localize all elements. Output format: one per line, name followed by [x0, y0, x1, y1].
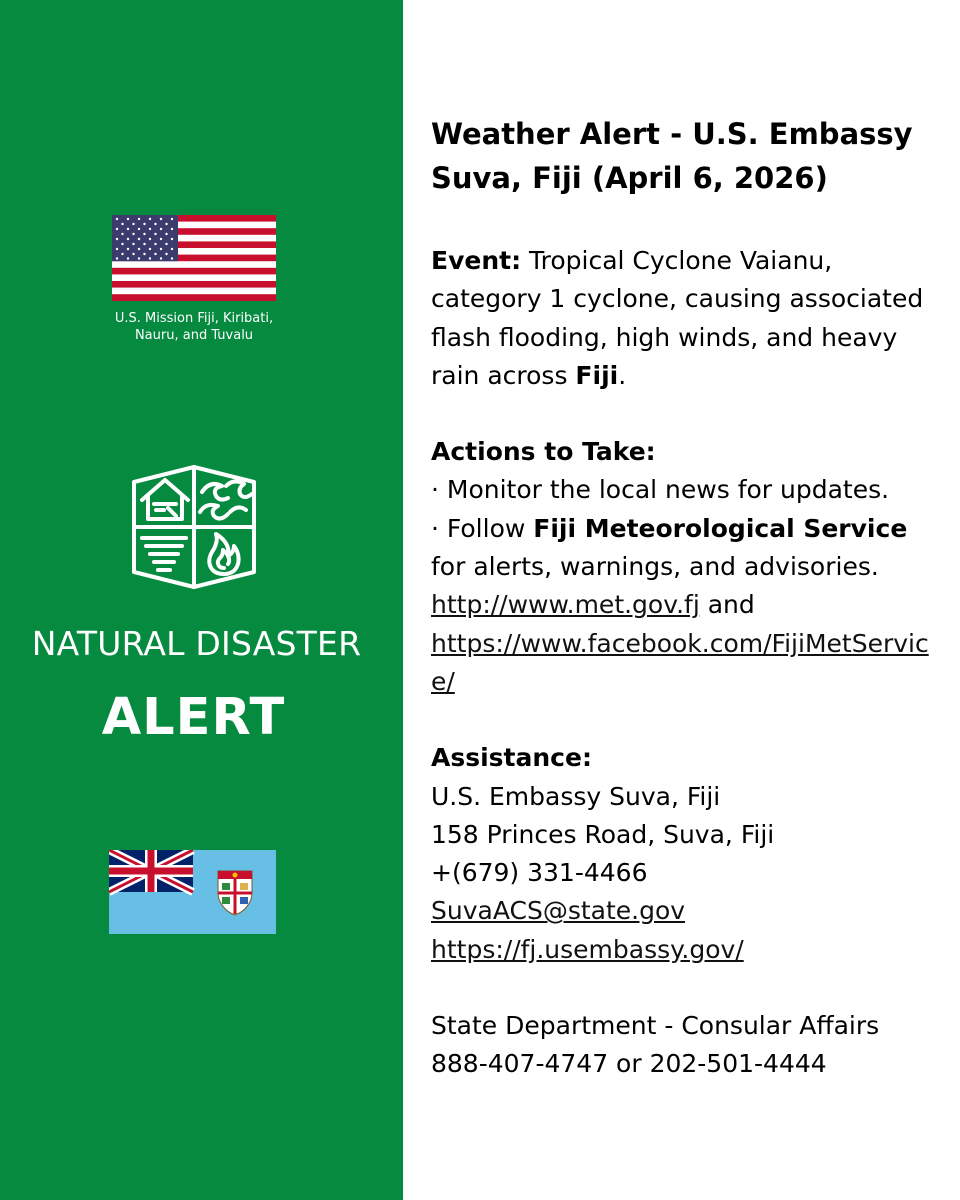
email-paragraph	[431, 892, 931, 930]
assistance-label: Assistance:	[431, 743, 592, 773]
action-item-monitor: · Monitor the local news for updates.	[431, 475, 890, 505]
state-dept-name: State Department - Consular Affairs	[431, 1011, 880, 1041]
fiji-flag-icon	[109, 850, 276, 934]
us-flag-icon	[112, 215, 276, 301]
disaster-emblem-icon	[130, 464, 258, 590]
action-follow-prefix: · Follow	[431, 513, 534, 543]
left-panel	[0, 0, 403, 1200]
event-text: Tropical Cyclone Vaianu, category 1 cyclone, causing associated flash flooding, high winds, and heavy rain across	[431, 246, 924, 390]
met-links	[431, 586, 931, 624]
embassy-email-link[interactable]: SuvaACS@state.gov	[431, 896, 686, 926]
event-place: Fiji	[575, 360, 619, 390]
met-service-name: Fiji Meteorological Service	[533, 513, 908, 543]
met-facebook-link[interactable]: https://www.facebook.com/FijiMetService/	[431, 628, 929, 696]
event-label: Event:	[431, 246, 522, 275]
alert-content	[431, 112, 931, 1084]
alert-heading: ALERT	[101, 688, 286, 747]
embassy-address: 158 Princes Road, Suva, Fiji	[431, 819, 775, 849]
actions-label: Actions to Take:	[431, 437, 656, 467]
event-end: .	[618, 360, 627, 390]
action-follow-suffix: for alerts, warnings, and advisories.	[431, 552, 879, 582]
met-facebook-paragraph	[431, 625, 931, 702]
event-paragraph	[431, 242, 931, 395]
embassy-website-link[interactable]: https://fj.usembassy.gov/	[431, 934, 744, 964]
disaster-heading: NATURAL DISASTER	[31, 624, 362, 663]
state-dept-phones: 888-407-4747 or 202-501-4444	[431, 1049, 827, 1079]
alert-title: Weather Alert - U.S. Embassy Suva, Fiji (April 6, 2026)	[431, 117, 913, 195]
mission-label: U.S. Mission Fiji, Kiribati, Nauru, and Tuvalu	[114, 311, 274, 343]
embassy-phone: +(679) 331-4466	[431, 858, 648, 888]
link-joiner: and	[699, 590, 755, 620]
met-website-link[interactable]: http://www.met.gov.fj	[431, 590, 700, 620]
website-paragraph	[431, 931, 931, 969]
embassy-name: U.S. Embassy Suva, Fiji	[431, 781, 721, 811]
action-item-follow	[431, 510, 931, 587]
